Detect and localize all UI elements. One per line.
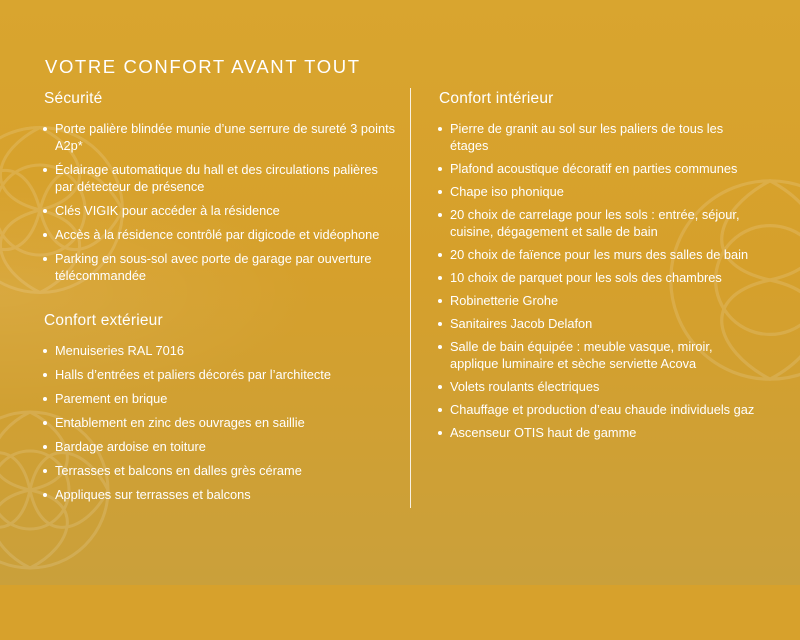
section-heading-securite: Sécurité: [44, 90, 103, 107]
list-item: Bardage ardoise en toiture: [40, 438, 396, 455]
list-item: 20 choix de faïence pour les murs des salles de bain: [435, 246, 759, 263]
section-heading-confort-interieur: Confort intérieur: [439, 90, 554, 107]
list-item: Sanitaires Jacob Delafon: [435, 315, 759, 332]
list-item: Porte palière blindée munie d’une serrure de sureté 3 points A2p*: [40, 120, 396, 154]
list-item: Robinetterie Grohe: [435, 292, 759, 309]
list-confort-interieur: [435, 120, 759, 441]
list-item: Chauffage et production d’eau chaude individuels gaz: [435, 401, 759, 418]
list-item: Parement en brique: [40, 390, 396, 407]
list-item: Clés VIGIK pour accéder à la résidence: [40, 202, 396, 219]
list-item: 10 choix de parquet pour les sols des chambres: [435, 269, 759, 286]
page-title: VOTRE CONFORT AVANT TOUT: [45, 56, 361, 78]
right-column: [411, 84, 759, 510]
list-item: 20 choix de carrelage pour les sols : entrée, séjour, cuisine, dégagement et salle de bain: [435, 206, 759, 240]
section-heading-confort-exterieur: Confort extérieur: [44, 312, 163, 329]
list-item: Halls d’entrées et paliers décorés par l’architecte: [40, 366, 396, 383]
list-confort-exterieur: [40, 342, 396, 503]
list-securite: [40, 120, 396, 284]
list-item: Accès à la résidence contrôlé par digicode et vidéophone: [40, 226, 396, 243]
list-item: Chape iso phonique: [435, 183, 759, 200]
left-column: [40, 84, 410, 510]
list-item: Terrasses et balcons en dalles grès cérame: [40, 462, 396, 479]
list-item: Pierre de granit au sol sur les paliers de tous les étages: [435, 120, 759, 154]
content-columns: [40, 84, 760, 510]
list-item: Éclairage automatique du hall et des circulations palières par détecteur de présence: [40, 161, 396, 195]
list-item: Ascenseur OTIS haut de gamme: [435, 424, 759, 441]
column-divider: [410, 88, 411, 508]
list-item: Entablement en zinc des ouvrages en saillie: [40, 414, 396, 431]
list-item: Plafond acoustique décoratif en parties communes: [435, 160, 759, 177]
list-item: Appliques sur terrasses et balcons: [40, 486, 396, 503]
list-item: Volets roulants électriques: [435, 378, 759, 395]
list-item: Menuiseries RAL 7016: [40, 342, 396, 359]
list-item: Parking en sous-sol avec porte de garage par ouverture télécommandée: [40, 250, 396, 284]
list-item: Salle de bain équipée : meuble vasque, miroir, applique luminaire et sèche serviette Acova: [435, 338, 759, 372]
